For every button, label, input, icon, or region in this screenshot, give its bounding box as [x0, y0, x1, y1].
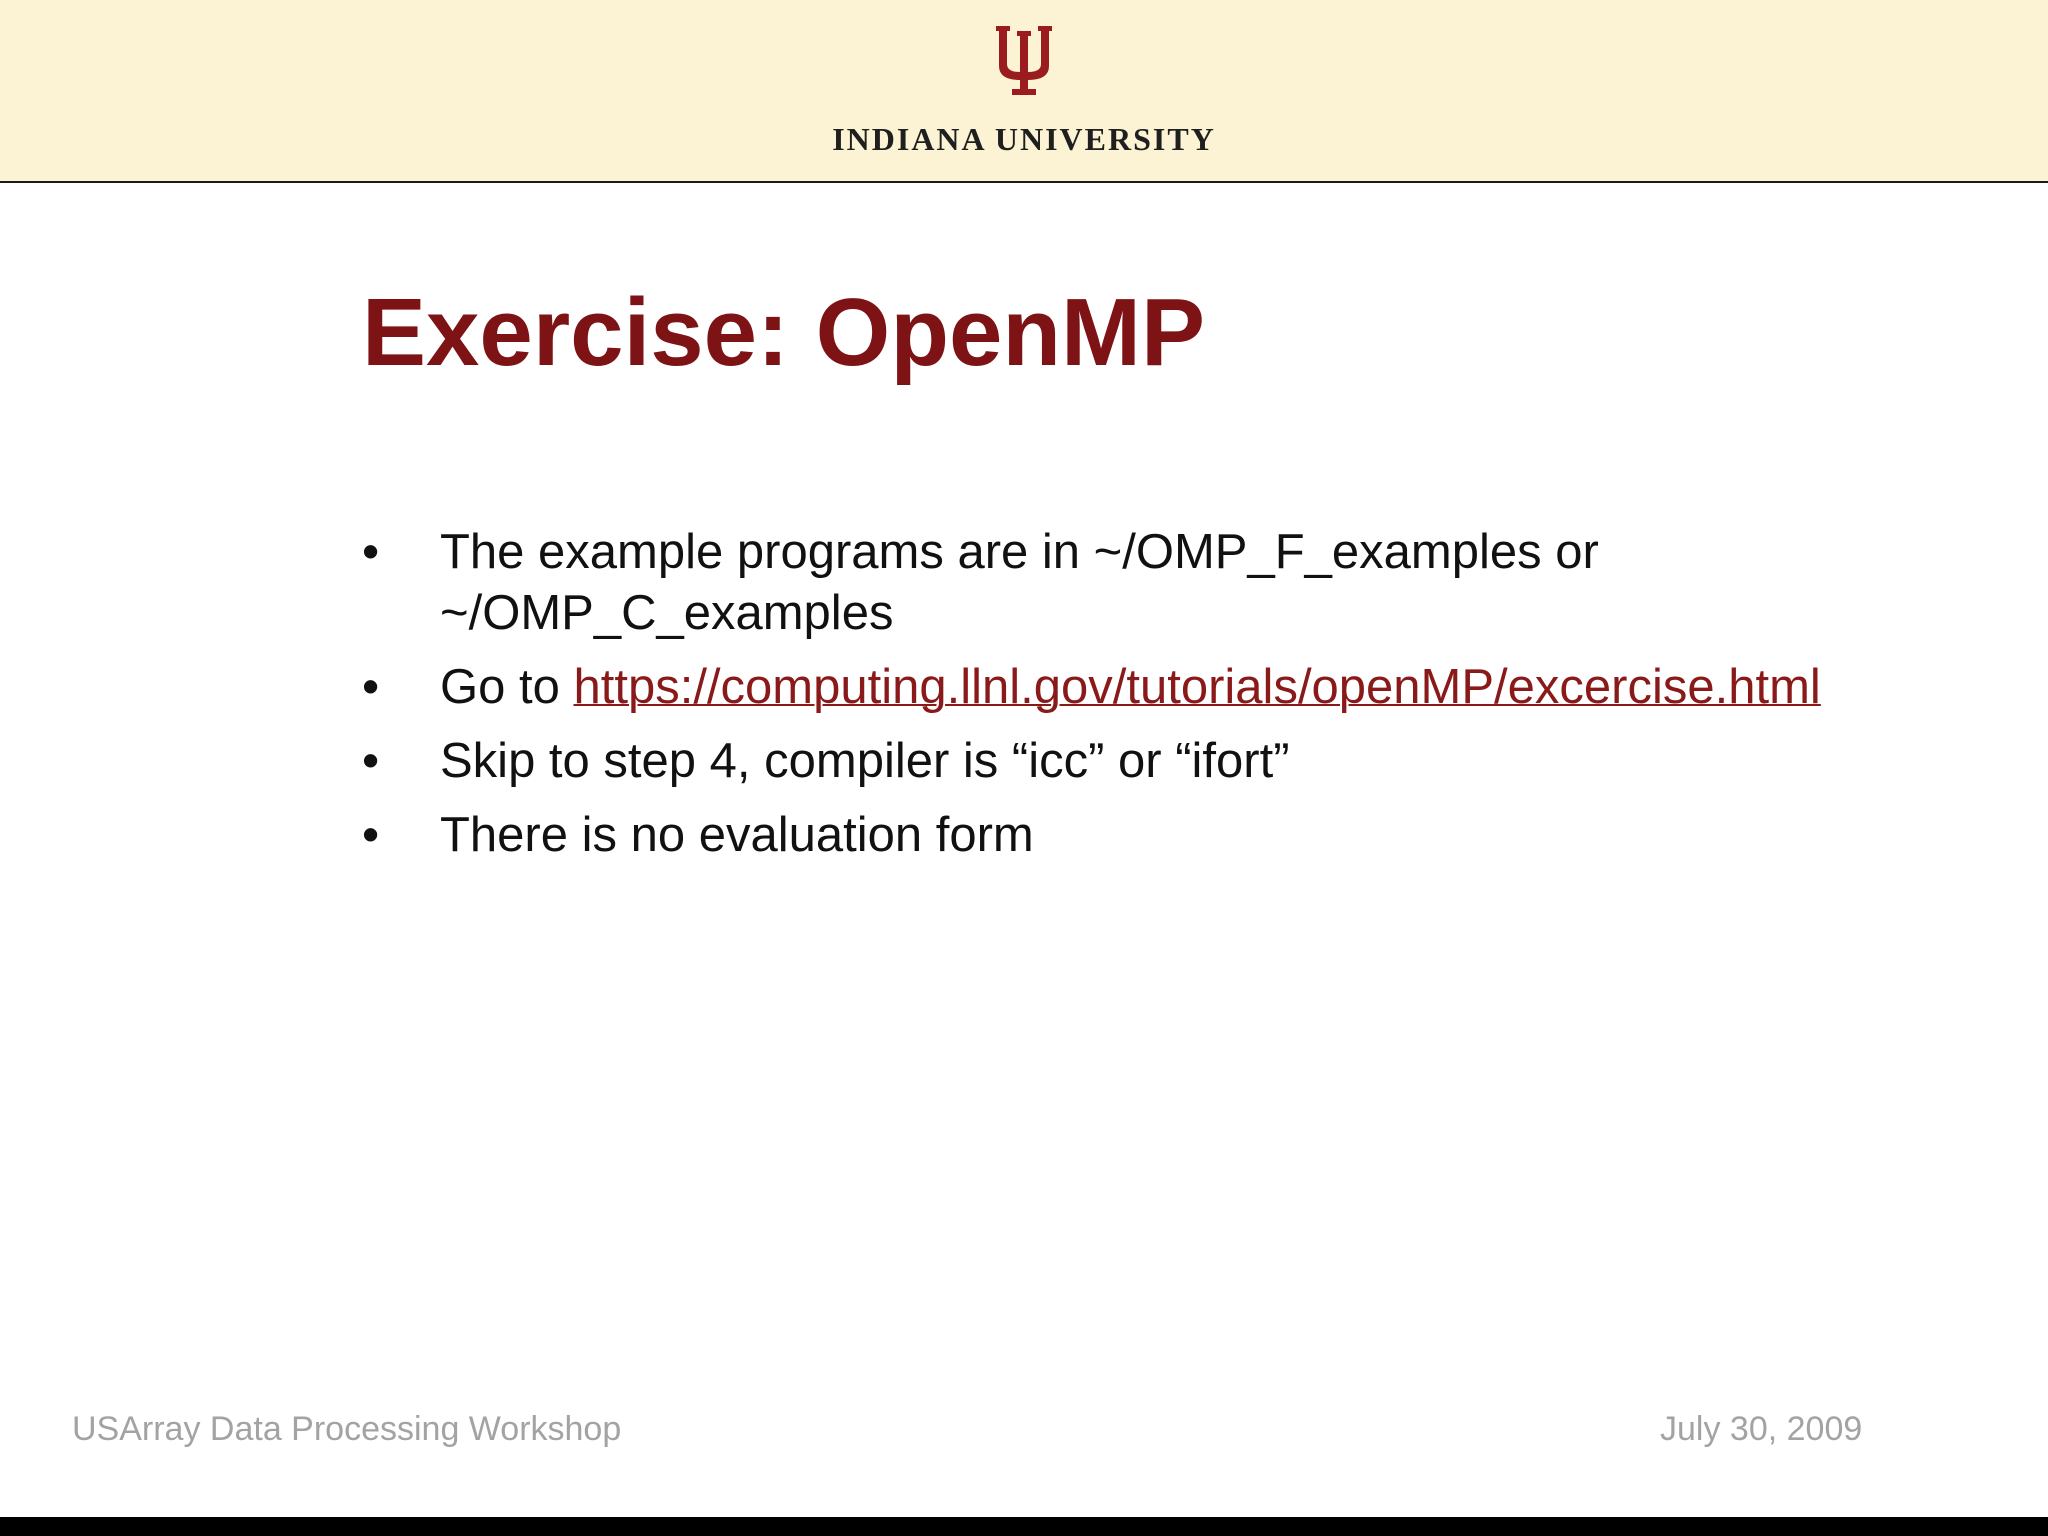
tutorial-link[interactable]: https://computing.llnl.gov/tutorials/openMP/excercise.html: [573, 660, 1821, 714]
bullet-marker: •: [362, 525, 380, 579]
bottom-border: [0, 1517, 2048, 1536]
bullet-text: Skip to step 4, compiler is “icc” or “ifort”: [440, 734, 1290, 788]
slide-title: Exercise: OpenMP: [362, 279, 1205, 386]
bullet-item: [362, 657, 1922, 718]
bullet-text: Go to: [440, 660, 574, 714]
iu-trident-icon: [994, 26, 1054, 100]
bullet-text: There is no evaluation form: [440, 808, 1034, 862]
university-name: INDIANA UNIVERSITY: [832, 121, 1216, 157]
bullet-item: [362, 522, 1922, 644]
bullet-list: [362, 522, 1922, 879]
bullet-marker: •: [362, 734, 380, 788]
bullet-item: [362, 731, 1922, 792]
bullet-text: The example programs are in ~/OMP_F_examples or ~/OMP_C_examples: [440, 525, 1599, 640]
footer-workshop-name: USArray Data Processing Workshop: [72, 1410, 622, 1448]
footer-date: July 30, 2009: [1660, 1410, 1863, 1448]
bullet-marker: •: [362, 660, 380, 714]
slide-header: [0, 0, 2048, 183]
bullet-marker: •: [362, 808, 380, 862]
bullet-item: [362, 805, 1922, 866]
